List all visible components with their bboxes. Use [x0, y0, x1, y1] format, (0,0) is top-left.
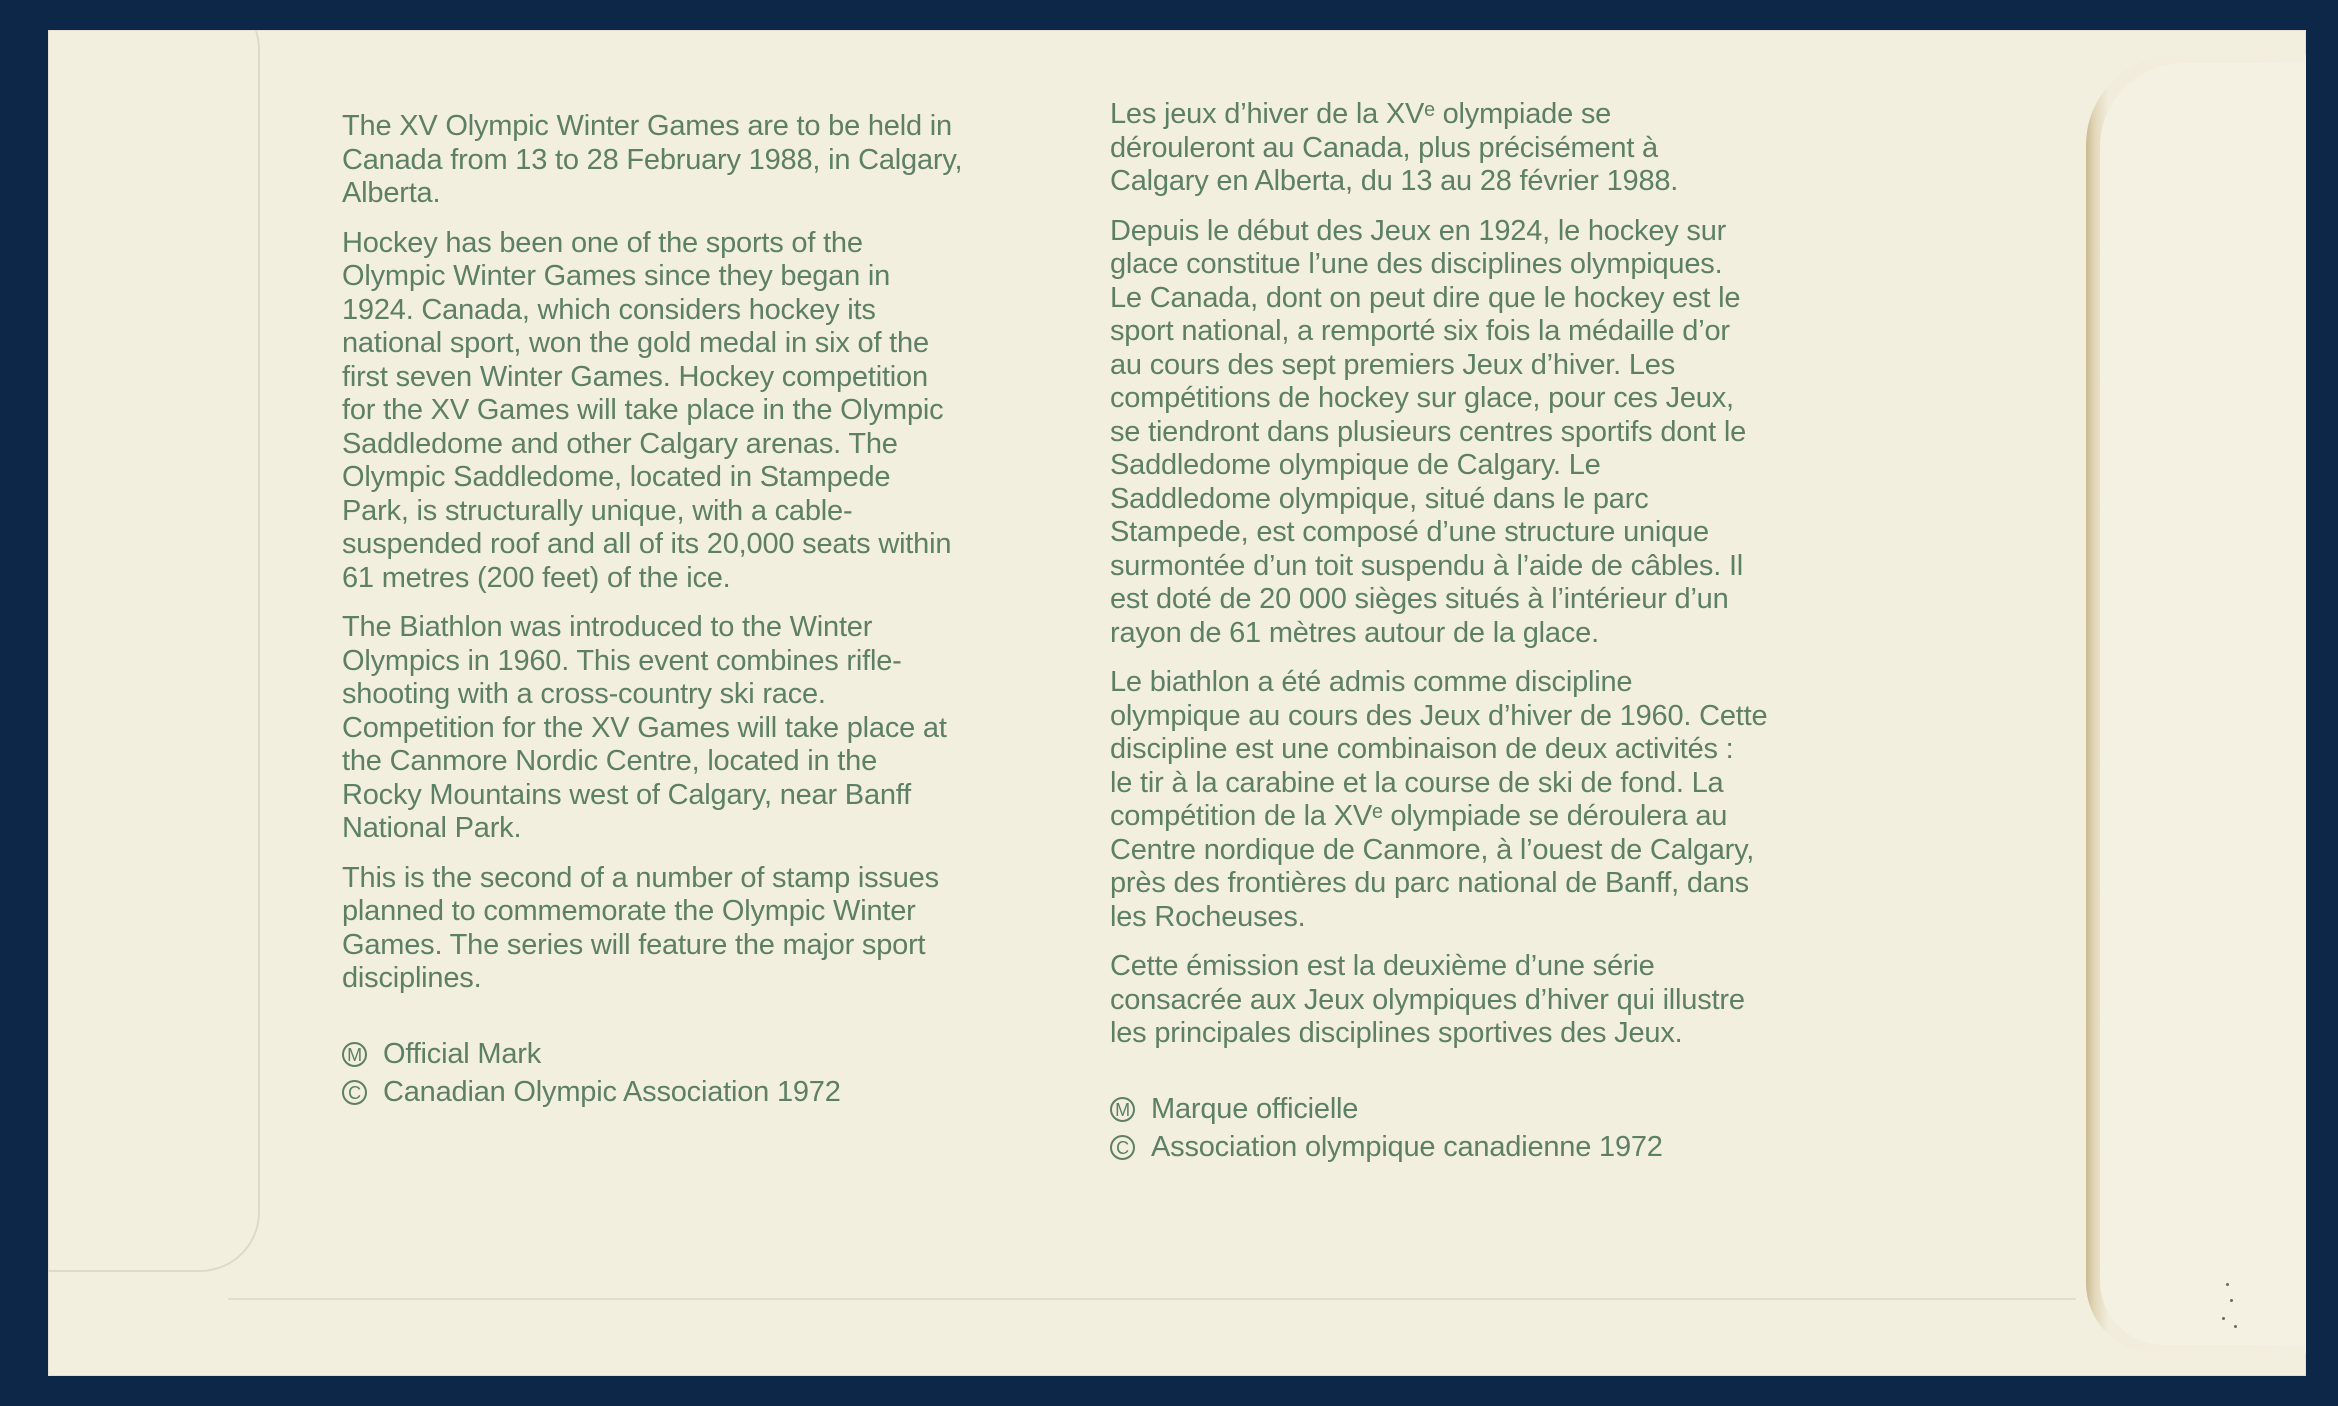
text-line: Saddledome olympique de Calgary. Le: [1110, 449, 1601, 481]
text-line: olympique au cours des Jeux d’hiver de 1960. Cette: [1110, 699, 1768, 732]
text-line: This is the second of a number of stamp issues: [342, 861, 939, 894]
text-line: suspended roof and all of its 20,000 seats within: [342, 528, 952, 560]
right-flap: [2100, 63, 2306, 1345]
text-line: first seven Winter Games. Hockey competition: [342, 360, 928, 393]
text-line: Olympic Winter Games since they began in: [342, 260, 891, 292]
text-line: Stampede, est composé d’une structure unique: [1110, 516, 1709, 548]
flap-specks: [2220, 1275, 2250, 1335]
text-line: Le Canada, dont on peut dire que le hockey est le: [1110, 281, 1741, 314]
text-line: compétitions de hockey sur glace, pour ces Jeux,: [1110, 382, 1734, 414]
text-line: Games. The series will feature the major sport: [342, 928, 926, 961]
french-paragraphs: [1110, 98, 1930, 1051]
text-line: Cette émission est la deuxième d’une série: [1110, 950, 1655, 982]
text-line: Olympics in 1960. This event combines rifle-: [342, 644, 902, 677]
official-mark-icon: M: [342, 1042, 367, 1067]
mark-text: Official Mark: [383, 1037, 542, 1070]
mark-line: [1110, 1129, 1930, 1167]
text-line: Rocky Mountains west of Calgary, near Banff: [342, 778, 911, 811]
text-line: Calgary en Alberta, du 13 au 28 février 1988.: [1110, 165, 1679, 197]
english-text-column: [342, 110, 1102, 1112]
text-line: The Biathlon was introduced to the Winter: [342, 611, 873, 643]
speck: [2234, 1325, 2237, 1328]
text-line: Olympic Saddledome, located in Stampede: [342, 461, 891, 493]
speck: [2226, 1283, 2229, 1286]
paragraph: [1110, 950, 1930, 1051]
text-line: rayon de 61 mètres autour de la glace.: [1110, 616, 1599, 649]
text-line: compétition de la XVᵉ olympiade se déroulera au: [1110, 800, 1728, 832]
paragraph: [1110, 215, 1930, 651]
french-marks: [1110, 1091, 1930, 1167]
text-line: les Rocheuses.: [1110, 900, 1306, 933]
paragraph: [1110, 666, 1930, 934]
text-line: Competition for the XV Games will take place at: [342, 711, 947, 744]
text-line: glace constitue l’une des disciplines olympiques.: [1110, 248, 1723, 280]
mark-line: [342, 1036, 1102, 1074]
french-text-column: [1110, 98, 1930, 1167]
text-line: surmontée d’un toit suspendu à l’aide de câbles. Il: [1110, 549, 1744, 582]
text-line: consacrée aux Jeux olympiques d’hiver qui illustre: [1110, 983, 1745, 1016]
left-flap-seam: [48, 30, 260, 1272]
text-line: est doté de 20 000 sièges situés à l’intérieur d’un: [1110, 583, 1729, 615]
text-line: shooting with a cross-country ski race.: [342, 678, 826, 710]
text-line: disciplines.: [342, 962, 482, 994]
text-line: près des frontières du parc national de Banff, dans: [1110, 867, 1749, 899]
mark-line: [342, 1074, 1102, 1112]
text-line: Depuis le début des Jeux en 1924, le hockey sur: [1110, 214, 1727, 247]
paragraph: [342, 110, 1102, 211]
text-line: 1924. Canada, which considers hockey its: [342, 293, 876, 326]
text-line: se tiendront dans plusieurs centres sportifs dont le: [1110, 415, 1747, 448]
text-line: Le biathlon a été admis comme discipline: [1110, 666, 1633, 698]
english-paragraphs: [342, 110, 1102, 996]
text-line: Hockey has been one of the sports of the: [342, 226, 863, 259]
text-line: for the XV Games will take place in the Olympic: [342, 394, 944, 426]
text-line: The XV Olympic Winter Games are to be held in: [342, 110, 952, 142]
speck: [2222, 1317, 2225, 1320]
text-line: national sport, won the gold medal in six of the: [342, 327, 929, 359]
text-line: Saddledome olympique, situé dans le parc: [1110, 482, 1649, 515]
text-line: the Canmore Nordic Centre, located in the: [342, 745, 878, 777]
paragraph: [342, 227, 1102, 596]
text-line: Alberta.: [342, 177, 441, 209]
text-line: Canada from 13 to 28 February 1988, in Calgary,: [342, 143, 963, 176]
text-line: Saddledome and other Calgary arenas. The: [342, 427, 898, 460]
mark-text: Association olympique canadienne 1972: [1151, 1130, 1663, 1163]
copyright-icon: C: [1110, 1135, 1135, 1160]
text-line: 61 metres (200 feet) of the ice.: [342, 561, 731, 594]
text-line: National Park.: [342, 812, 522, 844]
bottom-flap-seam: [228, 1298, 2076, 1300]
text-line: les principales disciplines sportives des Jeux.: [1110, 1017, 1683, 1049]
mark-text: Marque officielle: [1151, 1092, 1359, 1125]
paragraph: [342, 611, 1102, 846]
text-line: Les jeux d’hiver de la XVᵉ olympiade se: [1110, 98, 1612, 130]
mark-text: Canadian Olympic Association 1972: [383, 1075, 841, 1108]
speck: [2230, 1299, 2233, 1302]
english-marks: [342, 1036, 1102, 1112]
text-line: Park, is structurally unique, with a cable-: [342, 494, 853, 527]
mark-line: [1110, 1091, 1930, 1129]
copyright-icon: C: [342, 1080, 367, 1105]
paragraph: [342, 862, 1102, 996]
paragraph: [1110, 98, 1930, 199]
text-line: discipline est une combinaison de deux activités :: [1110, 733, 1734, 765]
text-line: dérouleront au Canada, plus précisément à: [1110, 131, 1658, 164]
text-line: le tir à la carabine et la course de ski de fond. La: [1110, 766, 1724, 799]
official-mark-icon: M: [1110, 1097, 1135, 1122]
text-line: Centre nordique de Canmore, à l’ouest de Calgary,: [1110, 833, 1755, 866]
text-line: au cours des sept premiers Jeux d’hiver. Les: [1110, 348, 1676, 381]
text-line: planned to commemorate the Olympic Winter: [342, 895, 916, 927]
text-line: sport national, a remporté six fois la médaille d’or: [1110, 315, 1730, 347]
